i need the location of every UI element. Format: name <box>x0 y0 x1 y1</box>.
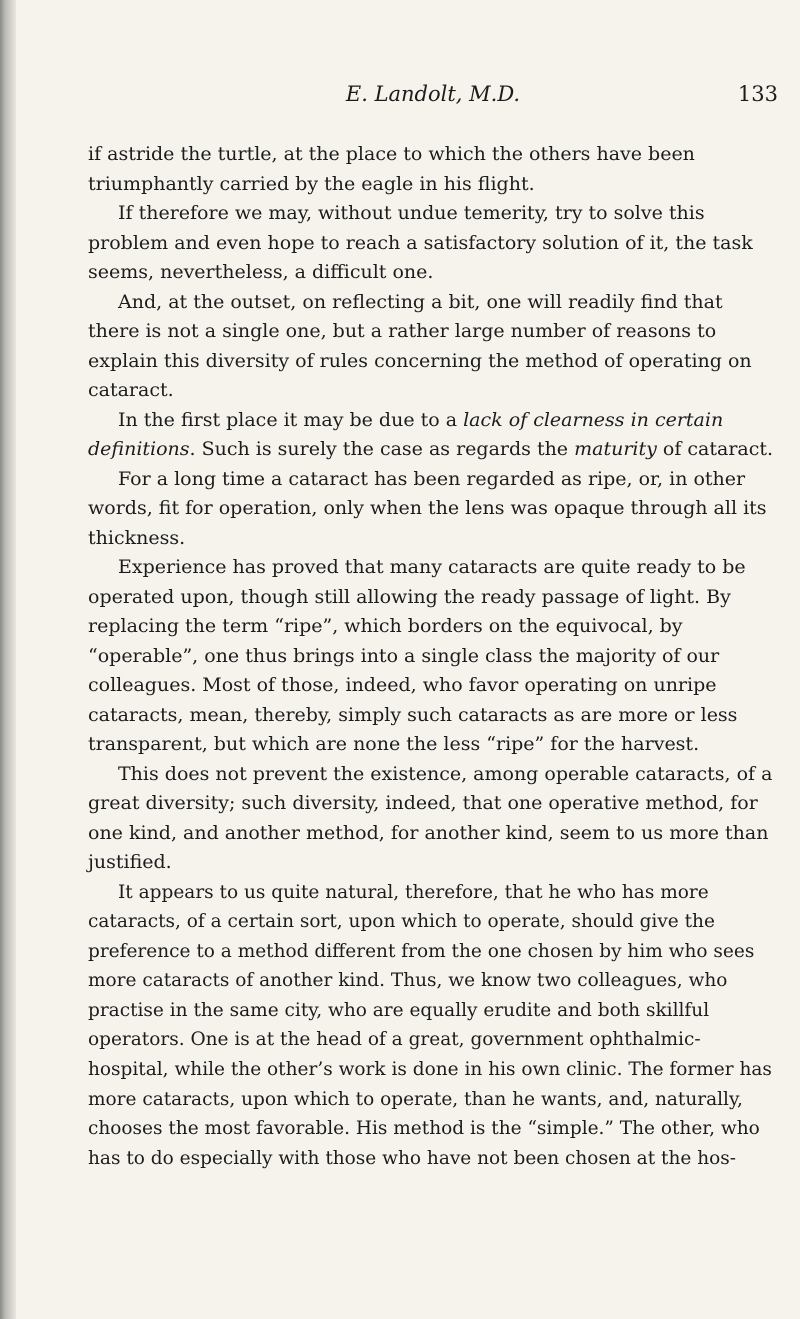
paragraph-7: This does not prevent the existence, among operable cataracts, of a great diversity; such diversity, indeed, that one operative method, for one kind, and another method, for another kind, seem to us more than justified. <box>88 762 773 873</box>
paragraph-4 <box>88 406 778 465</box>
running-head <box>88 82 778 112</box>
page-number: 133 <box>737 82 778 106</box>
running-head-author: E. Landolt, M.D. <box>345 82 521 106</box>
paragraph-4-emphasis-definitions: lack of clearness in certain definitions <box>88 408 724 460</box>
paragraph-2: If therefore we may, without undue temerity, try to solve this problem and even hope to reach a satisfactory solution of it, the task seems, nevertheless, a difficult one. <box>88 202 753 283</box>
paragraph-3: And, at the outset, on reflecting a bit, one will readily find that there is not a single one, but a rather large number of reasons to explain this diversity of rules concerning the method of operating on cataract. <box>88 290 752 401</box>
paragraph-5: For a long time a cataract has been regarded as ripe, or, in other words, fit for operation, only when the lens was opaque through all its thickness. <box>88 467 767 549</box>
paragraph-4-text-middle: . Such is surely the case as regards the <box>189 438 575 460</box>
paragraph-6: Experience has proved that many cataracts are quite ready to be operated upon, though still allowing the ready passage of light. By replacing the term “ripe”, which borders on the equivocal, by “operable”, one thus brings into a single class the majority of our colleagues. Most of those, indeed, who favor operating on unripe cataracts, mean, thereby, simply such cataracts as are more or less transparent, but which are none the less “ripe” for the harvest. <box>88 556 746 755</box>
paragraph-1: if astride the turtle, at the place to which the others have been triumphantly carried by the eagle in his flight. <box>88 143 695 195</box>
page-spine-shadow <box>0 0 16 1319</box>
paragraph-8: It appears to us quite natural, therefore, that he who has more cataracts, of a certain sort, upon which to operate, should give the preference to a method different from the one chosen by him who sees more cataracts of another kind. Thus, we know two colleagues, who practise in the same city, who are equally erudite and both skillful operators. One is at the head of a great, government ophthalmic-hospital, while the other’s work is done in his own clinic. The former has more cataracts, upon which to operate, than he wants, and, naturally, chooses the most favorable. His method is the “simple.” The other, who has to do especially with those who have not been chosen at the hos- <box>88 881 772 1169</box>
paragraph-4-text-after: of cataract. <box>656 438 774 460</box>
paragraph-4-text-before: In the first place it may be due to a <box>118 408 464 431</box>
paragraph-4-emphasis-maturity: maturity <box>574 438 657 460</box>
body-text <box>88 140 778 1173</box>
